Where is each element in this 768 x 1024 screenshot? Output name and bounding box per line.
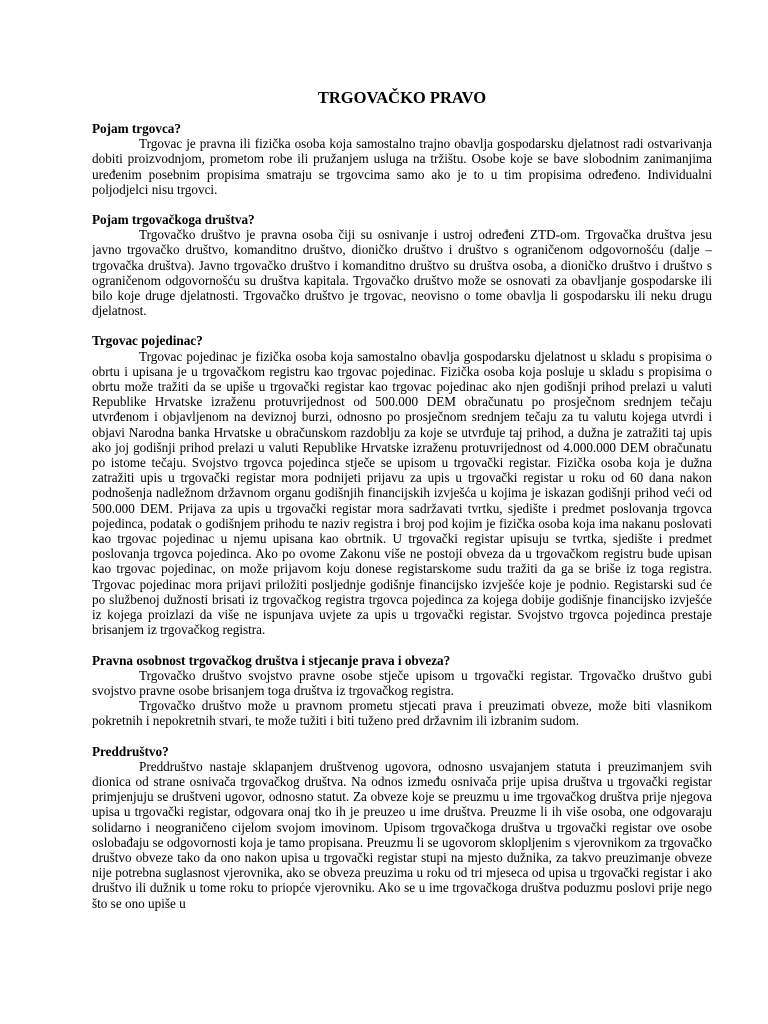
section-heading: Preddruštvo?: [92, 743, 169, 759]
section-pravna-osobnost: [92, 653, 712, 729]
document-title: TRGOVAČKO PRAVO: [317, 88, 487, 107]
section-paragraph: Trgovačko društvo je pravna osoba čiji su osnivanje i ustroj određeni ZTD-om. Trgovačka društva jesu javno trgovačko društvo, komanditno društvo, dioničko društvo i društvo s ograničenom odgovornošću (dalje – trgovačka društva). Javno trgovačko društvo i komanditno društvo su društva osoba, a dioničko društvo i društvo s ograničenom odgovornošću su društva kapitala. Trgovačko društvo može se osnovati za obavljanje gospodarske ili bilo koje druge djelatnosti. Trgovačko društvo je trgovac, neovisno o tome obavlja li gospodarsku ili neku drugu djelatnost.: [92, 227, 712, 319]
section-paragraph: Preddruštvo nastaje sklapanjem društvenog ugovora, odnosno usvajanjem statuta i preuzimanjem svih dionica od strane osnivača trgovačkog društva. Na odnos između osnivača prije upisa društva u trgovački registar primjenjuju se društveni ugovor, odnosno statut. Za obveze koje se preuzmu u ime trgovačkog društva prije njegova upisa u trgovački registar, odgovara onaj tko ih je preuzeo u ime društva. Preuzme li ih više osoba, one odgovaraju solidarno i neograničeno cijelom svojom imovinom. Upisom trgovačkoga društva u trgovački registar ove osobe oslobađaju se odgovornosti koja je tamo propisana. Preuzmu li se ugovorom sklopljenim s vjerovnikom za trgovačko društvo obveze tako da ono nakon upisa u trgovački registar stupi na mjesto dužnika, za takvo preuzimanje obveze nije potrebna suglasnost vjerovnika, ako se obveza preuzima u roku od tri mjeseca od upisa u trgovački registar i ako društvo ili dužnik u tome roku to priopće vjerovniku. Ako se u ime trgovačkoga društva poduzmu poslovi prije nego što se ono upiše u: [92, 758, 712, 911]
section-paragraph: Trgovačko društvo svojstvo pravne osobe stječe upisom u trgovački registar. Trgovačko društvo gubi svojstvo pravne osobe brisanjem toga društva iz trgovačkog registra.: [92, 667, 712, 698]
section-heading: Pojam trgovačkoga društva?: [92, 212, 255, 228]
section-pojam-trgovackoga-drustva: [92, 212, 712, 318]
section-trgovac-pojedinac: [92, 333, 712, 637]
section-heading: Pravna osobnost trgovačkog društva i stjecanje prava i obveza?: [92, 652, 451, 668]
section-heading: Trgovac pojedinac?: [92, 333, 203, 349]
section-paragraph: Trgovac pojedinac je fizička osoba koja samostalno obavlja gospodarsku djelatnost u skladu s propisima o obrtu i upisana je u trgovačkom registru kao trgovac pojedinac. Fizička osoba koja posluje u skladu s propisima o obrtu može tražiti da se upiše u trgovački registar kao trgovac pojedinac ako njen godišnji prihod prelazi u valuti Republike Hrvatske izraženu protuvrijednost od 500.000 DEM obračunatu po prosječnom srednjem tečaju utvrđenom i objavljenom na deviznoj burzi, odnosno po prosječnom srednjem tečaju za tu valutu kojega utvrdi i objavi Narodna banka Hrvatske u obračunskom razdoblju za koje se utvrđuje taj prihod, a dužna je zatražiti taj upis ako joj godišnji prihod prelazi u valuti Republike Hrvatske izraženu protuvrijednost od 4.000.000 DEM obračunatu po istome tečaju. Svojstvo trgovca pojedinca stječe se upisom u trgovački registar. Fizička osoba koja je dužna zatražiti upis u trgovački registar mora podnijeti prijavu za upis u trgovački registar u roku od 60 dana nakon podnošenja nadležnom državnom organu godišnjih financijskih izvješća u kojima je iskazan godišnji prihod veći od 500.000 DEM. Prijava za upis u trgovački registar mora sadržavati tvrtku, sjedište i predmet poslovanja trgovca pojedinca, podatak o godišnjem prihodu te naziv registra i broj pod kojim je fizička osoba koja ima nakanu poslovati kao trgovac pojedinac u njemu upisana kao obrtnik. U trgovački registar upisuju se tvrtka, sjedište i predmet poslovanja trgovca pojedinca. Ako po ovome Zakonu više ne postoji obveza da u trgovačkom registru bude upisan kao trgovac pojedinac, on može prijavom koju donese registarskome sudu tražiti da ga se briše iz toga registra. Trgovac pojedinac mora prijavi priložiti posljednje godišnje financijsko izvješće koje je podnio. Registarski sud će po službenoj dužnosti brisati iz trgovačkog registra trgovca pojedinca za kojega dobije godišnje financijsko izvješće iz kojega proizlazi da više ne ispunjava uvjete za upis u trgovački registar. Svojstvo trgovca pojedinca prestaje brisanjem iz trgovačkog registra.: [92, 348, 712, 638]
section-paragraph: Trgovačko društvo može u pravnom prometu stjecati prava i preuzimati obveze, može biti vlasnikom pokretnih i nepokretnih stvari, te može tužiti i biti tuženo pred državnim ili izbranim sudom.: [92, 698, 712, 729]
section-pojam-trgovca: [92, 121, 712, 197]
section-paragraph: Trgovac je pravna ili fizička osoba koja samostalno trajno obavlja gospodarsku djelatnost radi ostvarivanja dobiti proizvodnjom, prometom robe ili pružanjem usluga na tržištu. Osobe koje se bave slobodnim zanimanjima uređenim posebnim propisima smatraju se trgovcima samo ako je to u tim propisima određeno. Individualni poljodjelci nisu trgovci.: [92, 136, 712, 197]
section-preddrustvo: [92, 744, 712, 911]
document-page: [92, 84, 712, 1024]
section-heading: Pojam trgovca?: [92, 121, 181, 136]
